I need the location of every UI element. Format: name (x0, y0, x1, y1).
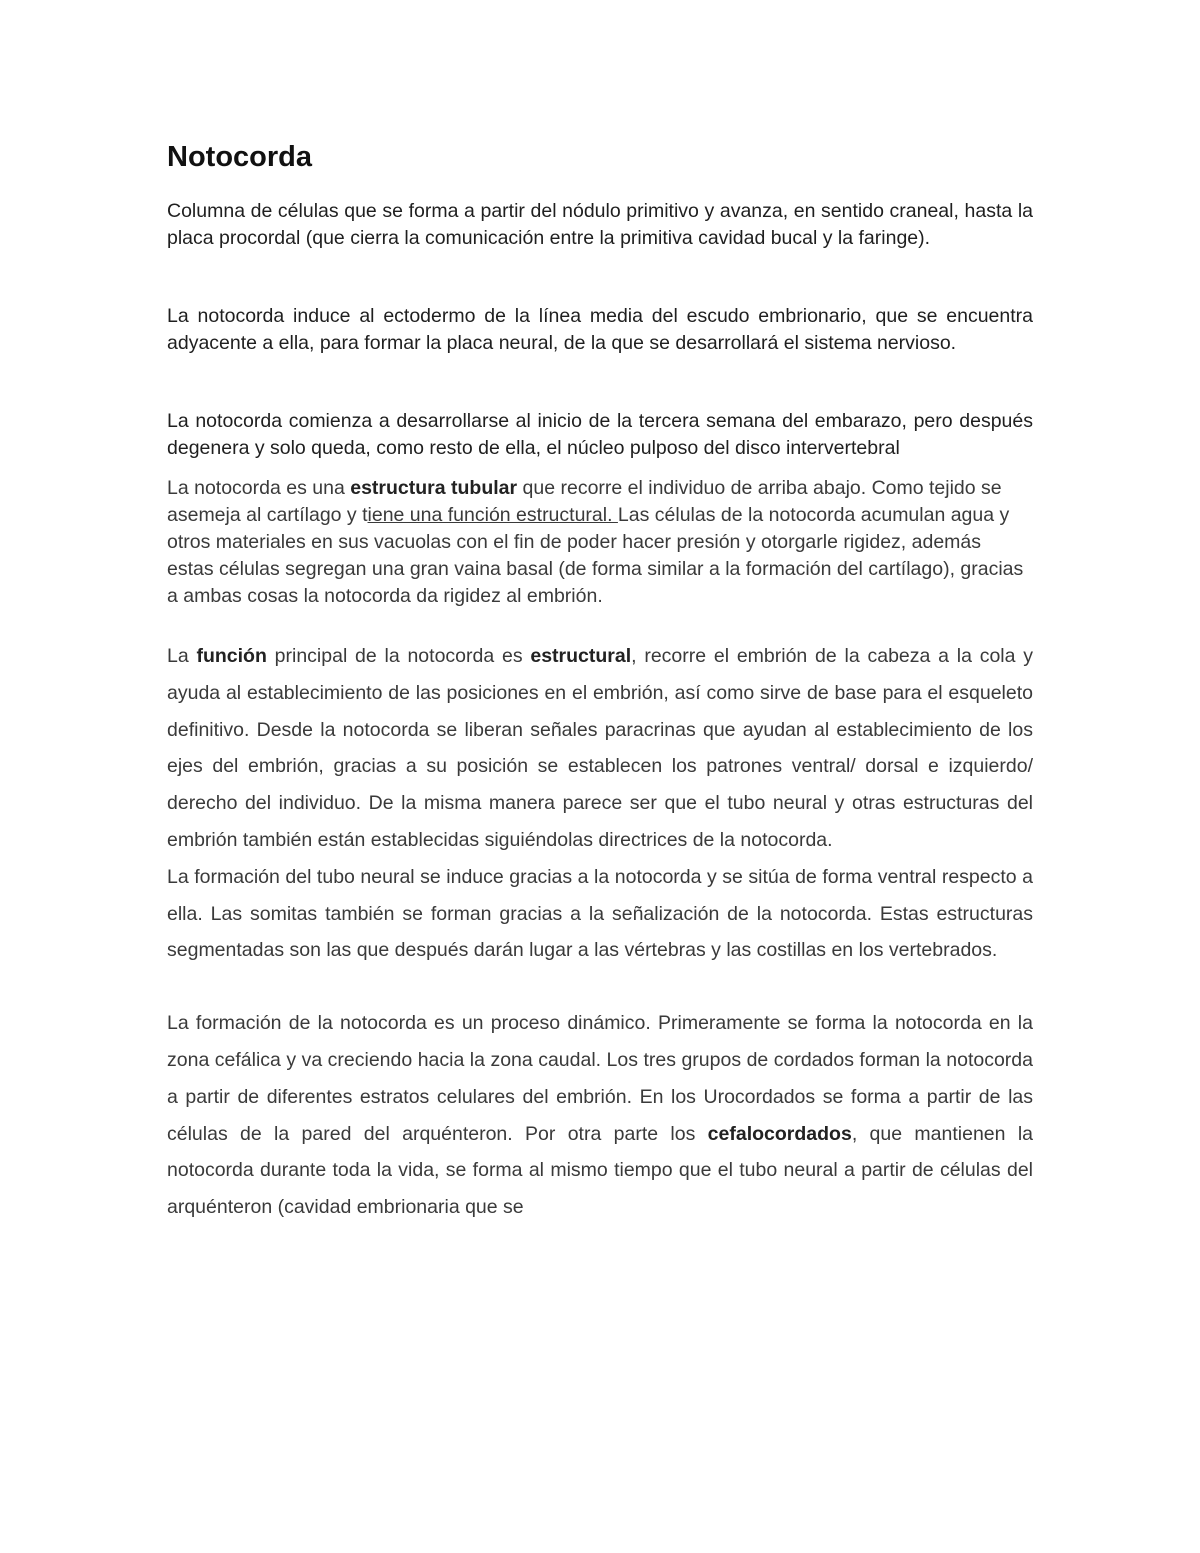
text-run: La formación de la notocorda es un proceso dinámico. Primeramente se forma la notocorda en la zona cefálica y va creciendo hacia la zona caudal. Los tres grupos de cordados forman la notocorda a partir de diferentes estratos celulares del embrión. En los Urocordados se forma a partir de las células de la pared del arquénteron. Por otra parte los (167, 1012, 1033, 1145)
bold-term-cefalocordados: cefalocordados (707, 1122, 852, 1145)
document-title: Notocorda (167, 141, 312, 173)
paragraph-development: La notocorda comienza a desarrollarse al inicio de la tercera semana del embarazo, pero después degenera y solo queda, como resto de ella, el núcleo pulposo del disco intervertebral (167, 410, 1033, 459)
paragraph-function (167, 638, 1033, 859)
text-run: La notocorda es una (167, 477, 351, 499)
text-run: , que mantienen la notocorda durante toda la vida, se forma al mismo tiempo que el tubo neural a partir de células del arquénteron (cavidad embrionaria que se (167, 1122, 1033, 1219)
bold-term-estructural: estructural (530, 645, 632, 667)
text-run: La (167, 645, 197, 667)
paragraph-induction: La notocorda induce al ectodermo de la línea media del escudo embrionario, que se encuentra adyacente a ella, para formar la placa neural, de la que se desarrollará el sistema nervioso. (167, 305, 1033, 354)
paragraph-neural-tube: La formación del tubo neural se induce gracias a la notocorda y se sitúa de forma ventral respecto a ella. Las somitas también se forman gracias a la señalización de la notocorda. Estas estructuras segmentadas son las que después darán lugar a las vértebras y las costillas en los vertebrados. (167, 865, 1033, 962)
bold-term-funcion: función (196, 645, 267, 667)
text-run: principal de la notocorda es (266, 645, 531, 667)
underlined-phrase: iene una función estructural. (367, 504, 618, 526)
paragraph-definition: Columna de células que se forma a partir del nódulo primitivo y avanza, en sentido craneal, hasta la placa procordal (que cierra la comunicación entre la primitiva cavidad bucal y la faringe). (167, 200, 1033, 249)
document-page (167, 138, 1033, 1226)
paragraph-structure (167, 475, 1033, 610)
bold-term-estructura-tubular: estructura tubular (350, 477, 518, 499)
text-run: , recorre el embrión de la cabeza a la cola y ayuda al establecimiento de las posiciones en el embrión, así como sirve de base para el esqueleto definitivo. Desde la notocorda se liberan señales paracrinas que ayudan al establecimiento de los ejes del embrión, gracias a su posición se establecen los patrones ventral/ dorsal e izquierdo/ derecho del individuo. De la misma manera parece ser que el tubo neural y otras estructuras del embrión también están establecidas siguiéndolas directrices de la notocorda. (167, 645, 1033, 851)
text-run: que recorre el individuo de arriba abajo. Como tejido se asemeja al cartílago y t (167, 477, 1002, 526)
paragraph-formation (167, 1005, 1033, 1226)
text-run: Las células de la notocorda acumulan agua y otros materiales en sus vacuolas con el fin de poder hacer presión y otorgarle rigidez, además estas células segregan una gran vaina basal (de forma similar a la formación del cartílago), gracias a ambas cosas la notocorda da rigidez al embrión. (167, 504, 1024, 607)
